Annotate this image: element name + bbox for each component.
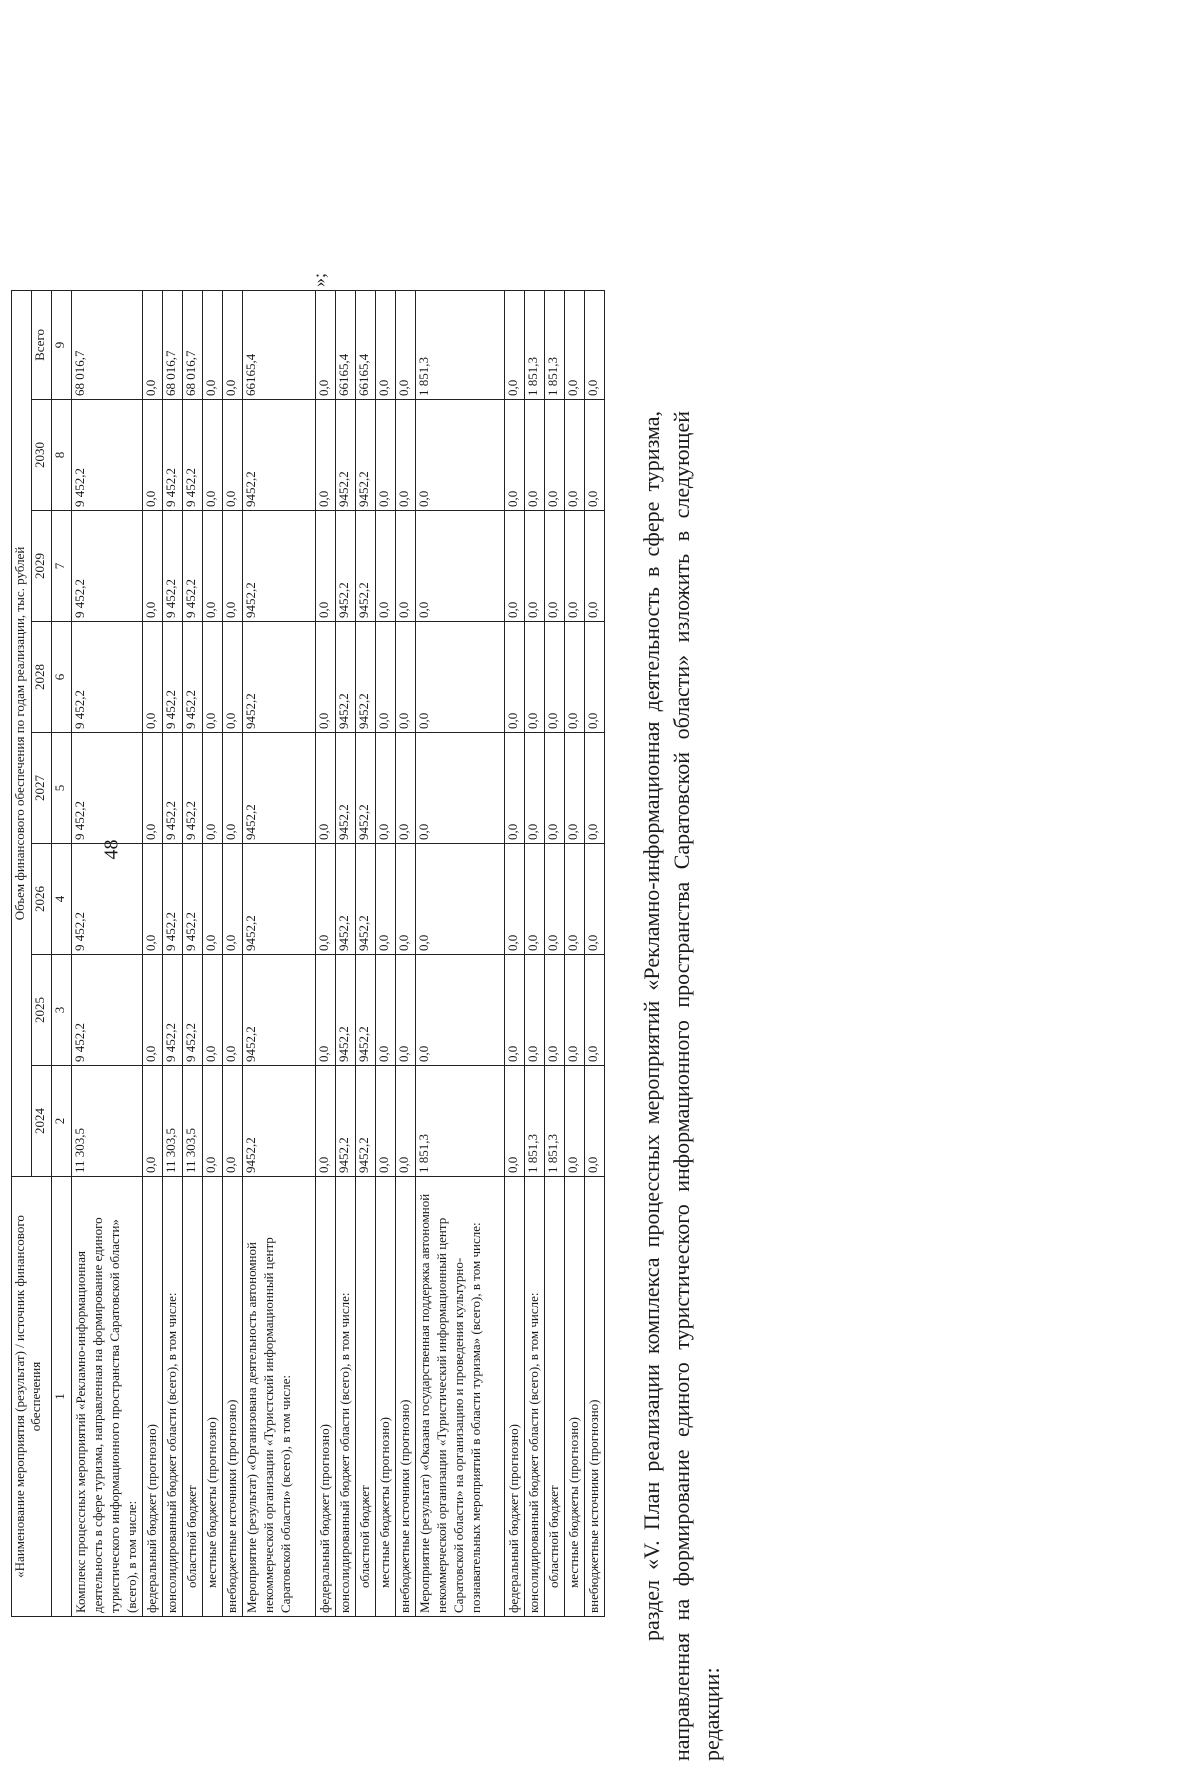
row-year-value: 9 452,2	[163, 622, 183, 733]
row-year-value: 0,0	[416, 844, 505, 955]
row-year-value: 11 303,5	[72, 1066, 143, 1177]
row-year-value: 0,0	[316, 955, 336, 1066]
row-year-value: 0,0	[525, 511, 545, 622]
row-name: внебюджетные источники (прогнозно)	[585, 1177, 605, 1617]
row-year-value: 0,0	[525, 733, 545, 844]
row-year-value: 9452,2	[243, 622, 316, 733]
row-year-value: 9452,2	[243, 1066, 316, 1177]
row-name: внебюджетные источники (прогнозно)	[396, 1177, 416, 1617]
row-name: Мероприятие (результат) «Оказана государственная поддержка автономной некоммерческой организации «Туристический информационный центр Саратовской области» на организацию и проведения культурно-познавательных мероприятий в области туризма» (всего), в том числе:	[416, 1177, 505, 1617]
row-year-value: 9 452,2	[183, 844, 203, 955]
row-year-value: 0,0	[565, 844, 585, 955]
table-row	[143, 290, 163, 1616]
row-year-value: 0,0	[223, 844, 243, 955]
row-year-value: 0,0	[525, 400, 545, 511]
row-year-value: 0,0	[376, 955, 396, 1066]
row-total-value: 0,0	[565, 290, 585, 399]
row-year-value: 0,0	[143, 622, 163, 733]
row-year-value: 9452,2	[336, 511, 356, 622]
row-year-value: 9 452,2	[72, 400, 143, 511]
row-year-value: 0,0	[203, 1066, 223, 1177]
row-total-value: 0,0	[396, 290, 416, 399]
row-total-value: 0,0	[223, 290, 243, 399]
table-row	[72, 290, 143, 1616]
row-year-value: 0,0	[545, 511, 565, 622]
row-year-value: 0,0	[585, 400, 605, 511]
row-total-value: 0,0	[316, 290, 336, 399]
row-year-value: 0,0	[316, 733, 336, 844]
row-year-value: 9 452,2	[72, 733, 143, 844]
row-year-value: 0,0	[545, 844, 565, 955]
table-row	[545, 290, 565, 1616]
row-year-value: 0,0	[143, 400, 163, 511]
row-year-value: 0,0	[545, 400, 565, 511]
table-row	[505, 290, 525, 1616]
col-number: 4	[52, 844, 72, 955]
row-year-value: 9 452,2	[163, 844, 183, 955]
row-year-value: 0,0	[203, 400, 223, 511]
row-year-value: 0,0	[585, 511, 605, 622]
row-year-value: 0,0	[525, 844, 545, 955]
table-row	[356, 290, 376, 1616]
col-number: 1	[52, 1177, 72, 1617]
closing-quote-mark: »;	[309, 272, 329, 287]
header-col-name: «Наименование мероприятия (результат) / источник финансового обеспечения	[12, 1177, 52, 1617]
row-year-value: 0,0	[545, 955, 565, 1066]
row-name: внебюджетные источники (прогнозно)	[223, 1177, 243, 1617]
row-total-value: 1 851,3	[525, 290, 545, 399]
row-year-value: 0,0	[505, 955, 525, 1066]
row-year-value: 0,0	[396, 511, 416, 622]
table-row	[183, 290, 203, 1616]
row-year-value: 0,0	[416, 622, 505, 733]
row-year-value: 0,0	[203, 511, 223, 622]
row-year-value: 0,0	[505, 733, 525, 844]
row-year-value: 0,0	[545, 622, 565, 733]
row-year-value: 0,0	[376, 511, 396, 622]
row-total-value: 66165,4	[336, 290, 356, 399]
row-year-value: 9 452,2	[163, 511, 183, 622]
table-row	[396, 290, 416, 1616]
row-year-value: 0,0	[565, 511, 585, 622]
row-year-value: 0,0	[585, 955, 605, 1066]
row-total-value: 0,0	[505, 290, 525, 399]
row-year-value: 9452,2	[356, 1066, 376, 1177]
header-year: 2025	[32, 955, 52, 1066]
row-year-value: 0,0	[376, 733, 396, 844]
row-year-value: 0,0	[143, 511, 163, 622]
row-total-value: 68 016,7	[163, 290, 183, 399]
row-year-value: 0,0	[316, 844, 336, 955]
row-year-value: 9452,2	[356, 400, 376, 511]
row-name: консолидированный бюджет области (всего), в том числе:	[163, 1177, 183, 1617]
row-year-value: 9452,2	[336, 844, 356, 955]
row-name: федеральный бюджет (прогнозно)	[505, 1177, 525, 1617]
row-year-value: 9452,2	[356, 955, 376, 1066]
row-year-value: 0,0	[316, 511, 336, 622]
table-row	[585, 290, 605, 1616]
row-year-value: 1 851,3	[545, 1066, 565, 1177]
table-row	[565, 290, 585, 1616]
row-year-value: 0,0	[505, 844, 525, 955]
col-number: 7	[52, 511, 72, 622]
row-year-value: 0,0	[223, 1066, 243, 1177]
row-year-value: 0,0	[565, 622, 585, 733]
row-year-value: 0,0	[585, 844, 605, 955]
row-year-value: 0,0	[565, 1066, 585, 1177]
row-year-value: 0,0	[396, 622, 416, 733]
row-year-value: 9 452,2	[163, 733, 183, 844]
financing-table	[11, 290, 605, 1617]
row-name: Мероприятие (результат) «Организована деятельность автономной некоммерческой организации «Туристский информационный центр Саратовской области» (всего), в том числе:	[243, 1177, 316, 1617]
table-row	[336, 290, 356, 1616]
row-year-value: 0,0	[416, 400, 505, 511]
row-year-value: 0,0	[316, 400, 336, 511]
row-name: федеральный бюджет (прогнозно)	[316, 1177, 336, 1617]
row-total-value: 68 016,7	[183, 290, 203, 399]
row-year-value: 0,0	[143, 844, 163, 955]
row-year-value: 0,0	[505, 1066, 525, 1177]
row-year-value: 0,0	[376, 1066, 396, 1177]
row-year-value: 0,0	[396, 733, 416, 844]
row-year-value: 9452,2	[336, 955, 356, 1066]
row-year-value: 0,0	[223, 622, 243, 733]
row-total-value: 66165,4	[243, 290, 316, 399]
row-year-value: 0,0	[376, 622, 396, 733]
row-year-value: 0,0	[223, 511, 243, 622]
col-number: 6	[52, 622, 72, 733]
row-year-value: 0,0	[585, 622, 605, 733]
row-name: областной бюджет	[183, 1177, 203, 1617]
row-total-value: 0,0	[143, 290, 163, 399]
table-row	[376, 290, 396, 1616]
col-number: 8	[52, 400, 72, 511]
row-name: Комплекс процессных мероприятий «Рекламно-информационная деятельность в сфере туризма, направленная на формирование единого туристического информационного пространства Саратовской области» (всего), в том числе:	[72, 1177, 143, 1617]
row-year-value: 0,0	[396, 400, 416, 511]
row-year-value: 0,0	[143, 955, 163, 1066]
row-year-value: 9 452,2	[72, 955, 143, 1066]
row-year-value: 0,0	[223, 400, 243, 511]
row-year-value: 9452,2	[356, 844, 376, 955]
row-year-value: 0,0	[505, 400, 525, 511]
row-total-value: 66165,4	[356, 290, 376, 399]
table-row	[163, 290, 183, 1616]
table-row	[243, 290, 316, 1616]
col-number: 2	[52, 1066, 72, 1177]
table-row	[203, 290, 223, 1616]
row-year-value: 9 452,2	[163, 400, 183, 511]
row-year-value: 0,0	[223, 955, 243, 1066]
row-name: консолидированный бюджет области (всего), в том числе:	[525, 1177, 545, 1617]
row-year-value: 0,0	[143, 733, 163, 844]
row-year-value: 9 452,2	[183, 733, 203, 844]
row-total-value: 68 016,7	[72, 290, 143, 399]
row-year-value: 9 452,2	[72, 622, 143, 733]
row-year-value: 0,0	[545, 733, 565, 844]
row-name: местные бюджеты (прогнозно)	[565, 1177, 585, 1617]
row-year-value: 9 452,2	[163, 955, 183, 1066]
row-name: местные бюджеты (прогнозно)	[376, 1177, 396, 1617]
header-year: 2028	[32, 622, 52, 733]
header-year: 2030	[32, 400, 52, 511]
row-year-value: 1 851,3	[525, 1066, 545, 1177]
row-year-value: 0,0	[565, 955, 585, 1066]
table-row	[316, 290, 336, 1616]
row-year-value: 9452,2	[356, 511, 376, 622]
row-year-value: 0,0	[396, 955, 416, 1066]
row-year-value: 9452,2	[336, 400, 356, 511]
row-year-value: 9 452,2	[183, 400, 203, 511]
row-year-value: 0,0	[416, 955, 505, 1066]
header-year: 2027	[32, 733, 52, 844]
row-year-value: 0,0	[316, 1066, 336, 1177]
row-year-value: 9 452,2	[72, 844, 143, 955]
row-year-value: 0,0	[203, 733, 223, 844]
table-row	[416, 290, 505, 1616]
row-total-value: 1 851,3	[416, 290, 505, 399]
row-year-value: 9452,2	[336, 622, 356, 733]
row-year-value: 9 452,2	[183, 511, 203, 622]
table-row	[525, 290, 545, 1616]
row-year-value: 9452,2	[356, 622, 376, 733]
header-year: 2029	[32, 511, 52, 622]
row-year-value: 9452,2	[243, 844, 316, 955]
row-year-value: 11 303,5	[183, 1066, 203, 1177]
row-total-value: 0,0	[203, 290, 223, 399]
row-year-value: 0,0	[565, 400, 585, 511]
header-financing-group: Объем финансового обеспечения по годам реализации, тыс. рублей	[12, 290, 32, 1176]
row-name: консолидированный бюджет области (всего), в том числе:	[336, 1177, 356, 1617]
row-year-value: 9452,2	[243, 955, 316, 1066]
section-v-instruction: раздел «V. План реализации комплекса процессных мероприятий «Рекламно-информационная деятельность в сфере туризма, направленная на формирование единого туристического информационного пространства Саратовской области» изложить в следующей редакции:	[639, 411, 724, 1761]
row-year-value: 11 303,5	[163, 1066, 183, 1177]
row-name: областной бюджет	[545, 1177, 565, 1617]
row-year-value: 0,0	[396, 844, 416, 955]
row-year-value: 0,0	[585, 733, 605, 844]
row-year-value: 9452,2	[336, 733, 356, 844]
row-year-value: 9452,2	[336, 1066, 356, 1177]
row-year-value: 0,0	[416, 511, 505, 622]
row-year-value: 9 452,2	[72, 511, 143, 622]
row-year-value: 0,0	[396, 1066, 416, 1177]
header-year: 2026	[32, 844, 52, 955]
row-year-value: 0,0	[143, 1066, 163, 1177]
row-name: местные бюджеты (прогнозно)	[203, 1177, 223, 1617]
row-year-value: 0,0	[376, 844, 396, 955]
row-year-value: 0,0	[203, 844, 223, 955]
col-number: 9	[52, 290, 72, 399]
row-year-value: 0,0	[223, 733, 243, 844]
col-number: 3	[52, 955, 72, 1066]
row-year-value: 9452,2	[243, 400, 316, 511]
row-year-value: 9452,2	[243, 733, 316, 844]
row-total-value: 0,0	[376, 290, 396, 399]
header-total: Всего	[32, 290, 52, 399]
row-total-value: 0,0	[585, 290, 605, 399]
row-year-value: 0,0	[505, 622, 525, 733]
col-number: 5	[52, 733, 72, 844]
table-row	[223, 290, 243, 1616]
page-number: 48	[100, 839, 123, 860]
row-year-value: 9452,2	[356, 733, 376, 844]
row-name: федеральный бюджет (прогнозно)	[143, 1177, 163, 1617]
row-year-value: 0,0	[376, 400, 396, 511]
row-year-value: 9 452,2	[183, 955, 203, 1066]
row-year-value: 9452,2	[243, 511, 316, 622]
row-year-value: 0,0	[505, 511, 525, 622]
row-year-value: 0,0	[525, 622, 545, 733]
row-total-value: 1 851,3	[545, 290, 565, 399]
row-year-value: 0,0	[565, 733, 585, 844]
row-year-value: 0,0	[203, 955, 223, 1066]
row-year-value: 0,0	[203, 622, 223, 733]
table-body	[72, 290, 605, 1616]
row-year-value: 0,0	[525, 955, 545, 1066]
row-year-value: 0,0	[316, 622, 336, 733]
row-year-value: 0,0	[416, 733, 505, 844]
row-year-value: 9 452,2	[183, 622, 203, 733]
row-name: областной бюджет	[356, 1177, 376, 1617]
rotated-page-content	[0, 271, 773, 1791]
row-year-value: 1 851,3	[416, 1066, 505, 1177]
row-year-value: 0,0	[585, 1066, 605, 1177]
header-year: 2024	[32, 1066, 52, 1177]
